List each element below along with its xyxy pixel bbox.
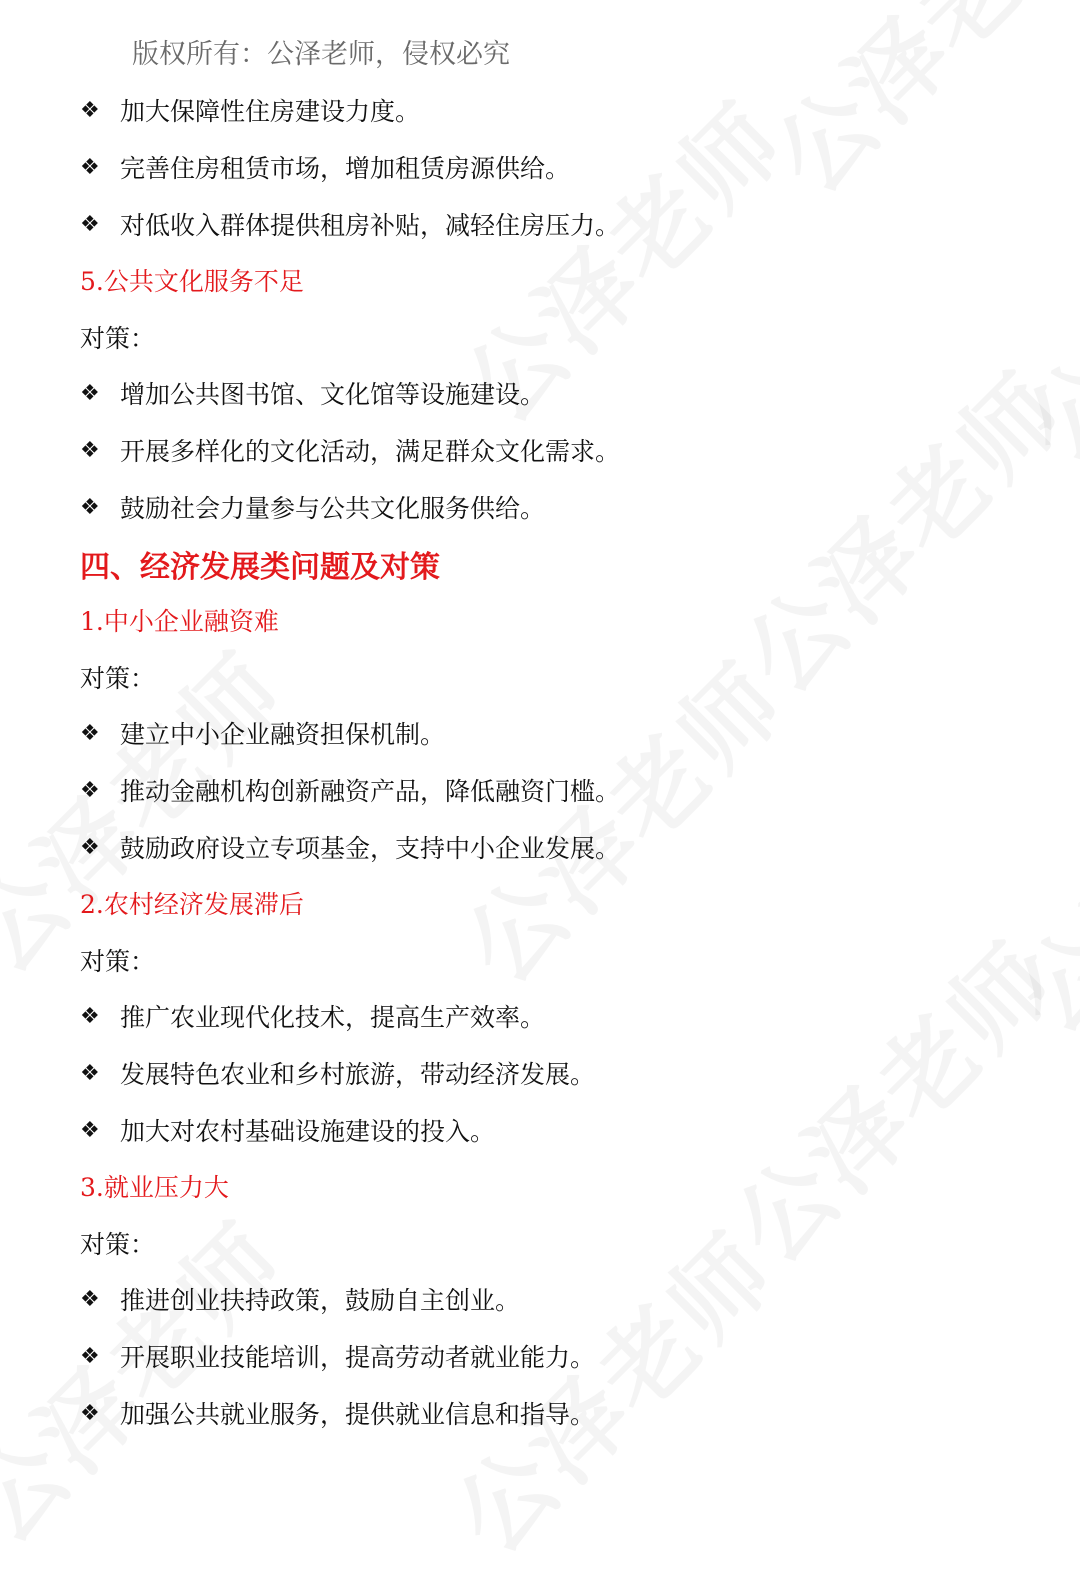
subsection-heading: 2.农村经济发展滞后 (80, 890, 304, 919)
bullet-icon: ❖ (80, 834, 100, 860)
list-item-text: 鼓励社会力量参与公共文化服务供给。 (120, 494, 546, 523)
bullet-icon: ❖ (80, 777, 100, 803)
bullet-icon: ❖ (80, 1117, 100, 1143)
bullet-icon: ❖ (80, 1343, 100, 1369)
countermeasures-label: 对策： (80, 1230, 156, 1259)
list-item-text: 加大对农村基础设施建设的投入。 (120, 1117, 496, 1146)
bullet-icon: ❖ (80, 211, 100, 237)
list-item (80, 1338, 595, 1374)
list-item (80, 772, 620, 808)
list-item (80, 375, 545, 411)
bullet-icon: ❖ (80, 1003, 100, 1029)
bullet-icon: ❖ (80, 437, 100, 463)
subsection-heading: 3.就业压力大 (80, 1173, 229, 1202)
countermeasures-label: 对策： (80, 947, 156, 976)
list-item (80, 432, 620, 468)
subsection-heading: 1.中小企业融资难 (80, 607, 279, 636)
list-item-text: 推广农业现代化技术，提高生产效率。 (120, 1003, 546, 1032)
list-item (80, 489, 545, 525)
list-item-text: 建立中小企业融资担保机制。 (120, 720, 446, 749)
list-item-text: 鼓励政府设立专项基金，支持中小企业发展。 (120, 834, 621, 863)
watermark (710, 339, 1080, 719)
bullet-icon: ❖ (80, 720, 100, 746)
watermark (980, 679, 1080, 1059)
list-item-text: 开展多样化的文化活动，满足群众文化需求。 (120, 437, 621, 466)
list-item (80, 1395, 595, 1431)
bullet-icon: ❖ (80, 154, 100, 180)
list-item-text: 开展职业技能培训，提高劳动者就业能力。 (120, 1343, 596, 1372)
list-item (80, 206, 620, 242)
watermark (700, 909, 1080, 1289)
subsection-heading: 5.公共文化服务不足 (80, 267, 304, 296)
list-item-text: 加大保障性住房建设力度。 (120, 97, 421, 126)
list-item (80, 1281, 520, 1317)
bullet-icon: ❖ (80, 97, 100, 123)
list-item-text: 完善住房租赁市场，增加租赁房源供给。 (120, 154, 571, 183)
list-item (80, 829, 620, 865)
list-item (80, 92, 420, 128)
list-item (80, 149, 570, 185)
list-item (80, 998, 545, 1034)
watermark (740, 0, 1080, 218)
watermark (420, 1199, 800, 1578)
list-item-text: 加强公共就业服务，提供就业信息和指导。 (120, 1400, 596, 1429)
list-item (80, 715, 445, 751)
bullet-icon: ❖ (80, 1060, 100, 1086)
watermark (990, 109, 1080, 489)
countermeasures-label: 对策： (80, 324, 156, 353)
list-item-text: 增加公共图书馆、文化馆等设施建设。 (120, 380, 546, 409)
list-item (80, 1055, 595, 1091)
list-item-text: 推动金融机构创新融资产品，降低融资门槛。 (120, 777, 621, 806)
copyright-notice: 版权所有：公泽老师，侵权必究 (132, 39, 510, 70)
section-heading: 四、经济发展类问题及对策 (80, 550, 440, 585)
list-item-text: 对低收入群体提供租房补贴，减轻住房压力。 (120, 211, 621, 240)
bullet-icon: ❖ (80, 1400, 100, 1426)
bullet-icon: ❖ (80, 494, 100, 520)
bullet-icon: ❖ (80, 380, 100, 406)
list-item-text: 推进创业扶持政策，鼓励自主创业。 (120, 1286, 521, 1315)
list-item (80, 1112, 495, 1148)
bullet-icon: ❖ (80, 1286, 100, 1312)
list-item-text: 发展特色农业和乡村旅游，带动经济发展。 (120, 1060, 596, 1089)
countermeasures-label: 对策： (80, 664, 156, 693)
watermark (430, 629, 810, 1009)
